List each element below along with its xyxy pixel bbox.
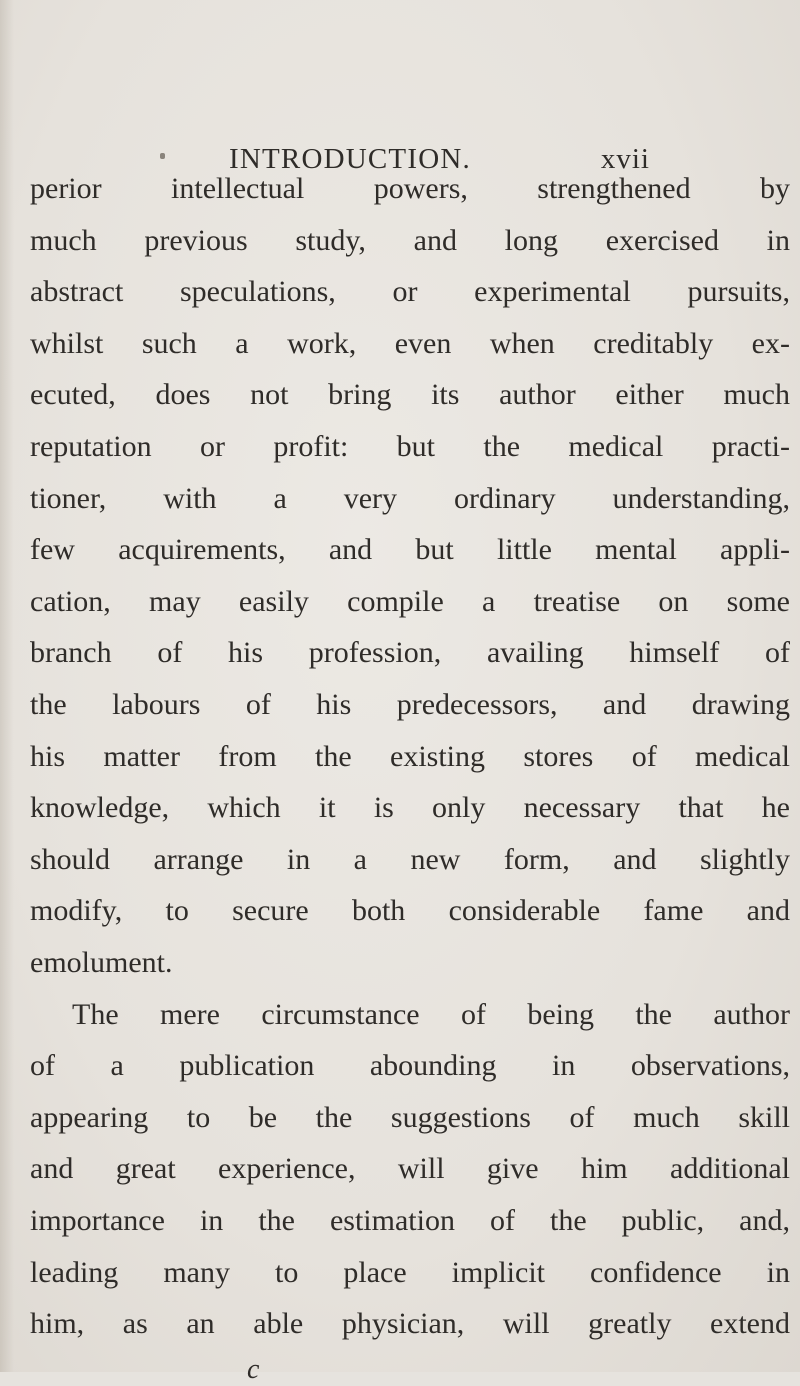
text-line: abstract speculations, or experimental pursuits, xyxy=(30,275,790,309)
text-line: and great experience, will give him additional xyxy=(30,1152,790,1186)
text-line: appearing to be the suggestions of much skill xyxy=(30,1100,790,1134)
text-line: of a publication abounding in observations, xyxy=(30,1049,790,1083)
text-line: the labours of his predecessors, and drawing xyxy=(30,688,790,721)
page-number: xvii xyxy=(600,143,650,175)
text-line: much previous study, and long exercised in xyxy=(30,223,790,257)
text-line: cation, may easily compile a treatise on some xyxy=(30,584,790,618)
ink-mark xyxy=(160,153,165,159)
signature-mark: c xyxy=(247,1353,260,1385)
text-line: importance in the estimation of the public, and, xyxy=(30,1204,790,1237)
text-line: few acquirements, and but little mental appli- xyxy=(30,533,790,567)
text-line: whilst such a work, even when creditably ex- xyxy=(30,326,790,360)
text-line: ecuted, does not bring its author either much xyxy=(30,378,790,412)
running-head-title: INTRODUCTION. xyxy=(229,143,471,175)
text-line: knowledge, which it is only necessary that he xyxy=(30,791,790,825)
text-line: him, as an able physician, will greatly extend xyxy=(30,1307,790,1341)
text-line: reputation or profit: but the medical practi- xyxy=(30,430,790,463)
text-line: should arrange in a new form, and slightly xyxy=(30,842,790,876)
text-line: tioner, with a very ordinary understanding, xyxy=(30,481,790,515)
text-line: perior intellectual powers, strengthened by xyxy=(30,172,790,205)
text-line: branch of his profession, availing himself of xyxy=(30,636,790,670)
text-line: emolument. xyxy=(30,946,173,979)
text-line: leading many to place implicit confidence in xyxy=(30,1255,790,1289)
text-line: his matter from the existing stores of medical xyxy=(30,739,790,773)
page-gutter-shadow xyxy=(0,0,14,1372)
text-line: modify, to secure both considerable fame and xyxy=(30,894,790,928)
paragraph-first-line: The mere circumstance of being the author xyxy=(72,997,790,1031)
